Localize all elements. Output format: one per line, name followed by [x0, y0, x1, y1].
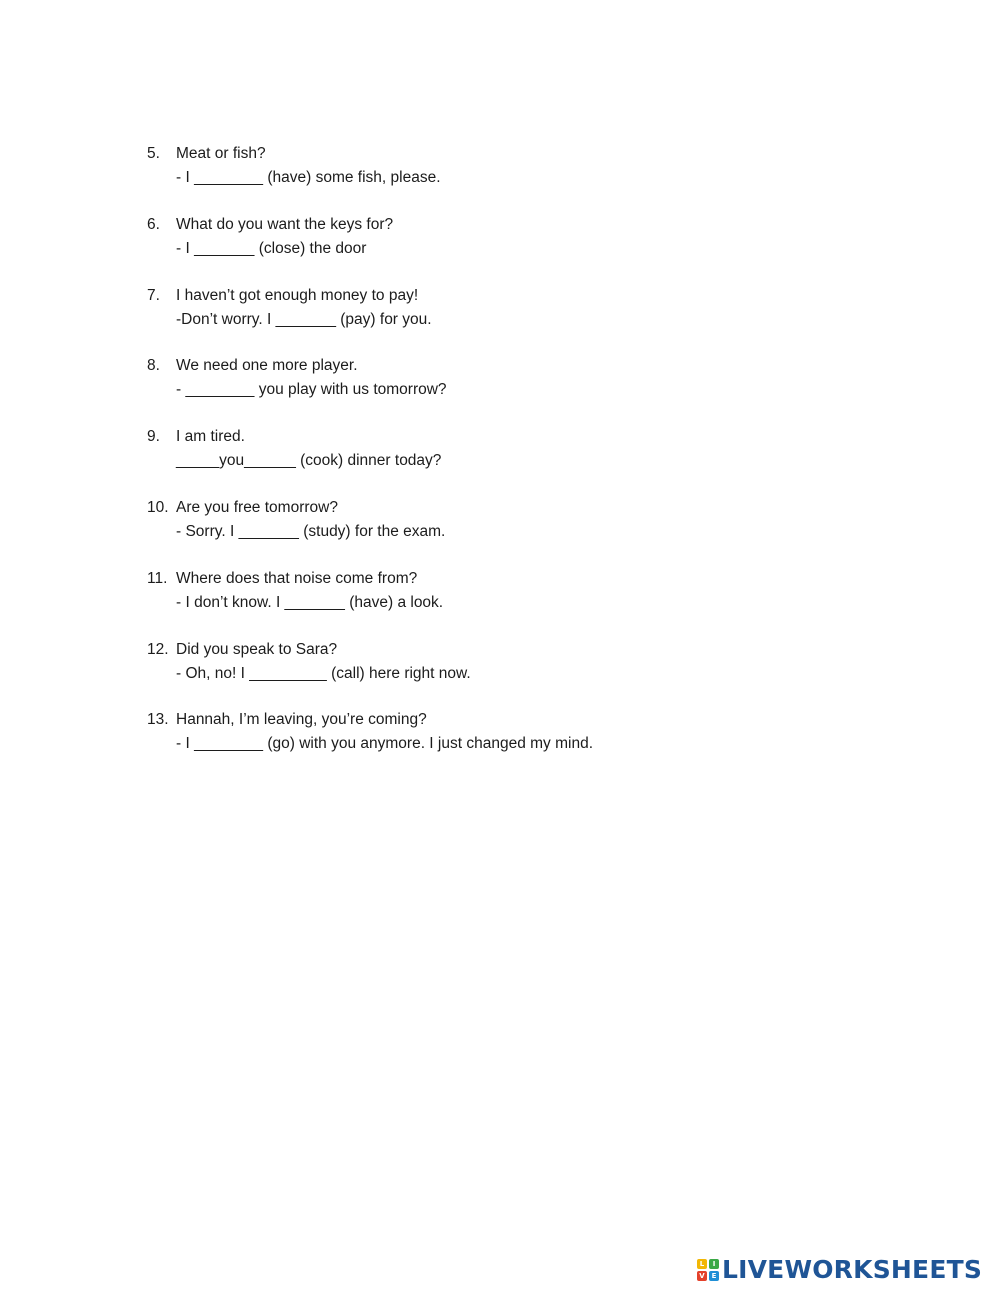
- item-answer-line: _____you______ (cook) dinner today?: [176, 452, 442, 470]
- exercise-item: [0, 284, 1000, 355]
- item-number: 10.: [147, 498, 169, 516]
- item-answer-line: - Sorry. I _______ (study) for the exam.: [176, 522, 446, 540]
- item-number: 11.: [147, 569, 168, 587]
- item-number: 5.: [147, 145, 160, 162]
- item-number: 8.: [147, 357, 160, 375]
- item-question: What do you want the keys for?: [176, 215, 394, 233]
- logo-block: E: [709, 1271, 719, 1281]
- item-question: Where does that noise come from?: [176, 569, 418, 587]
- exercise-item: [0, 496, 1000, 567]
- item-answer-line: - I ________ (have) some fish, please.: [176, 169, 441, 186]
- logo-block: V: [697, 1271, 707, 1281]
- item-number: 6.: [147, 215, 160, 233]
- item-number: 12.: [147, 640, 169, 658]
- exercise-item: [0, 567, 1000, 638]
- worksheet: [0, 142, 1000, 779]
- item-question: We need one more player.: [176, 357, 358, 375]
- brand-name: LIVEWORKSHEETS: [722, 1255, 983, 1284]
- item-number: 7.: [147, 286, 160, 304]
- item-question: Meat or fish?: [176, 145, 266, 162]
- logo-block: L: [697, 1259, 707, 1269]
- exercise-item: [0, 708, 1000, 779]
- liveworksheets-logo: [697, 1256, 982, 1284]
- item-answer-line: - I _______ (close) the door: [176, 239, 367, 257]
- exercise-item: [0, 638, 1000, 709]
- item-answer-line: - Oh, no! I _________ (call) here right now.: [176, 664, 471, 682]
- item-number: 9.: [147, 428, 160, 446]
- exercise-item: [0, 425, 1000, 496]
- logo-block: I: [709, 1259, 719, 1269]
- item-number: 13.: [147, 711, 169, 729]
- exercise-item: [0, 354, 1000, 425]
- item-question: Are you free tomorrow?: [176, 498, 338, 516]
- item-question: I am tired.: [176, 428, 245, 446]
- item-question: Hannah, I’m leaving, you’re coming?: [176, 711, 427, 729]
- item-question: I haven’t got enough money to pay!: [176, 286, 419, 304]
- item-answer-line: - ________ you play with us tomorrow?: [176, 381, 447, 399]
- item-answer-line: - I ________ (go) with you anymore. I just changed my mind.: [176, 735, 593, 753]
- item-answer-line: -Don’t worry. I _______ (pay) for you.: [176, 310, 432, 328]
- item-question: Did you speak to Sara?: [176, 640, 338, 658]
- exercise-item: [0, 142, 1000, 213]
- exercise-item: [0, 213, 1000, 284]
- logo-blocks-icon: [697, 1259, 719, 1281]
- item-answer-line: - I don’t know. I _______ (have) a look.: [176, 593, 444, 611]
